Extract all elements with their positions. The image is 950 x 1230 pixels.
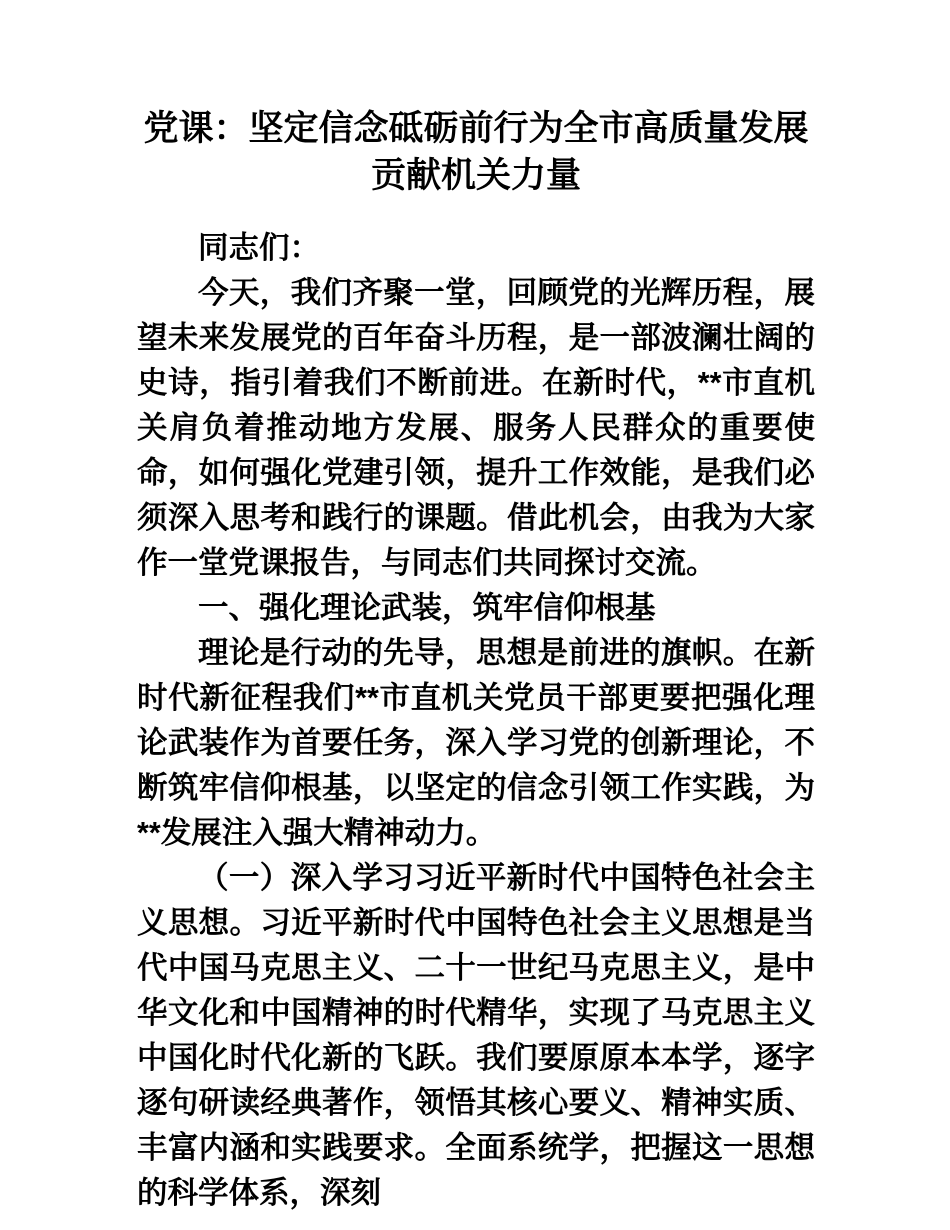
subsection-1-1-paragraph: （一）深入学习习近平新时代中国特色社会主义思想。习近平新时代中国特色社会主义思想是当代中国马克思主义、二十一世纪马克思主义，是中华文化和中国精神的时代精华，实现了马克思主义中国化时代化新的飞跃。我们要原原本本学，逐字逐句研读经典著作，领悟其核心要义、精神实质、丰富内涵和实践要求。全面系统学，把握这一思想的科学体系，深刻 — [137, 861, 815, 1210]
section-heading-1: 一、强化理论武装，筑牢信仰根基 — [198, 591, 656, 625]
opening-paragraph: 今天，我们齐聚一堂，回顾党的光辉历程，展望未来发展党的百年奋斗历程，是一部波澜壮阔的史诗，指引着我们不断前进。在新时代，**市直机关肩负着推动地方发展、服务人民群众的重要使命，如何强化党建引领，提升工作效能，是我们必须深入思考和践行的课题。借此机会，由我为大家作一堂党课报告，与同志们共同探讨交流。 — [137, 276, 815, 580]
page-title: 党课：坚定信念砥砺前行为全市高质量发展贡献机关力量 — [143, 109, 809, 195]
section-1-intro-paragraph: 理论是行动的先导，思想是前进的旗帜。在新时代新征程我们**市直机关党员干部更要把强化理论武装作为首要任务，深入学习党的创新理论，不断筑牢信仰根基，以坚定的信念引领工作实践，为**发展注入强大精神动力。 — [137, 636, 815, 850]
salutation-paragraph: 同志们： — [198, 231, 320, 265]
title-body-spacer — [137, 199, 815, 226]
document-text-column — [137, 0, 815, 1216]
